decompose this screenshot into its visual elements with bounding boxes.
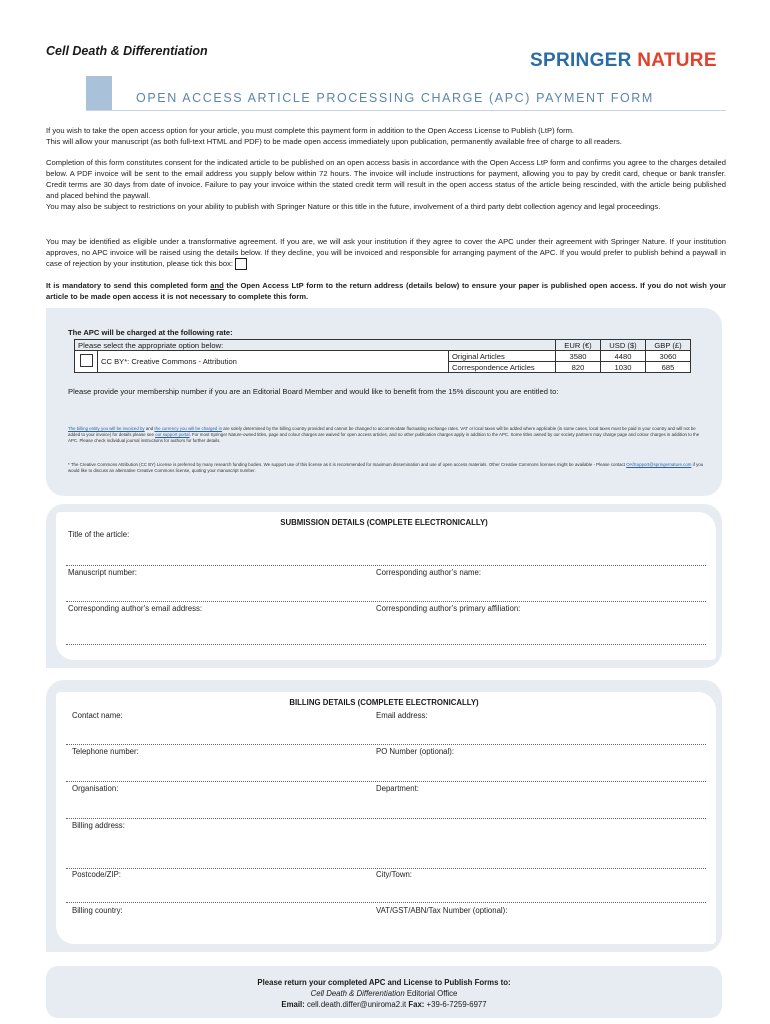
apc-rate-table (74, 339, 691, 373)
intro-line-1: If you wish to take the open access option for your article, you must complete this payment form in addition to the Open Access License to Publish (LtP) form. (46, 126, 575, 135)
billing-entity-link[interactable]: The billing entity you will be invoiced by (68, 426, 145, 431)
oa-support-email-link[interactable]: OAfSupport@springernature.com (626, 462, 692, 467)
price-original-eur: 3580 (556, 351, 601, 362)
author-affiliation-label: Corresponding author’s primary affiliation: (376, 604, 521, 613)
intro-restrictions-text: You may also be subject to restrictions on your ability to publish with Springer Nature or this title in the future, involvement of a third party debt collection agency and legal proceedings. (46, 202, 661, 211)
return-instruction: Please return your completed APC and License to Publish Forms to: (257, 978, 511, 987)
intro-mandatory (46, 280, 726, 302)
mandatory-and: and (210, 281, 224, 290)
divider (66, 868, 706, 869)
license-checkbox-cell (75, 351, 98, 373)
license-name: CC BY*: Creative Commons - Attribution (98, 351, 449, 373)
author-email-label: Corresponding author’s email address: (68, 604, 203, 613)
email-address-label: Email address: (376, 711, 428, 720)
vat-number-label: VAT/GST/ABN/Tax Number (optional): (376, 906, 508, 915)
divider (66, 601, 706, 602)
author-name-label: Corresponding author’s name: (376, 568, 482, 577)
license-checkbox[interactable] (80, 354, 93, 367)
license-fine-print: * The Creative Commons Attribution (CC BY) License is preferred by many research funding bodies. We support use of this license as it is recommended for maximum dissemination and use of open access materials. Other Creative Commons licenses might be available - Please contact OAfSupport@springernature.com if you would like to discuss an alternative Creative Commons license, quoting your manuscript number. (68, 462, 704, 473)
currency-usd: USD ($) (601, 340, 646, 351)
return-address-panel (46, 966, 722, 1018)
return-journal: Cell Death & Differentiation (310, 989, 405, 998)
city-label: City/Town: (376, 870, 412, 879)
manuscript-number-label: Manuscript number: (68, 568, 137, 577)
billing-address-label: Billing address: (72, 821, 125, 830)
intro-consent-text: Completion of this form constitutes consent for the indicated article to be published on an open access basis in accordance with the Open Access LtP form and confirms you agree to the charges detailed below. A PDF invoice will be sent to the email address you supply below within 72 hours. The invoice will include instructions for payment, allowing you to pay by credit card, cheque or bank transfer. Credit terms are 30 days from date of invoice. Failure to pay your invoice within the stated credit term will result in the open access status of the article being rescinded, with the article being published and placed behind the paywall. (46, 158, 726, 200)
submission-inner (56, 512, 716, 660)
return-office: Cell Death & Differentiation Editorial Office (310, 989, 458, 998)
divider (66, 744, 706, 745)
price-original-gbp: 3060 (646, 351, 691, 362)
postcode-label: Postcode/ZIP: (72, 870, 121, 879)
paywall-checkbox[interactable] (235, 258, 247, 270)
apc-rate-title: The APC will be charged at the following rate: (68, 328, 233, 337)
springer-nature-logo (530, 50, 717, 72)
article-type-correspondence: Correspondence Articles (449, 362, 556, 373)
price-original-usd: 4480 (601, 351, 646, 362)
support-portal-link[interactable]: our support portal (155, 432, 190, 437)
transformative-agreement-text: You may be identified as eligible under a transformative agreement. If you are, we will ask your institution if they agree to cover the APC under their agreement with Springer Nature. If your institution approves, no APC invoice will be raised using the details below. If they decline, you will be invoiced and responsible for arranging payment of the APC. If you would prefer to publish behind a paywall in case of rejection by your institution, please tick this box: (46, 237, 726, 268)
article-title-label: Title of the article: (68, 530, 130, 539)
form-title: OPEN ACCESS ARTICLE PROCESSING CHARGE (APC) PAYMENT FORM (136, 91, 654, 105)
logo-nature: NATURE (637, 50, 717, 71)
journal-title: Cell Death & Differentiation (46, 44, 208, 58)
mandatory-text-a: It is mandatory to send this completed form (46, 281, 211, 290)
divider (66, 644, 706, 645)
po-number-label: PO Number (optional): (376, 747, 454, 756)
membership-input[interactable] (68, 401, 708, 415)
organisation-label: Organisation: (72, 784, 119, 793)
currency-link[interactable]: the currency you will be charged in (154, 426, 223, 431)
divider (66, 565, 706, 566)
submission-panel (46, 504, 722, 668)
intro-paragraph-2 (46, 157, 726, 212)
return-address (46, 977, 722, 1010)
article-type-original: Original Articles (449, 351, 556, 362)
currency-gbp: GBP (£) (646, 340, 691, 351)
divider (66, 781, 706, 782)
billing-heading: BILLING DETAILS (COMPLETE ELECTRONICALLY) (289, 698, 479, 707)
price-correspondence-gbp: 685 (646, 362, 691, 373)
divider (66, 818, 706, 819)
intro-line-2: This will allow your manuscript (as both full-text HTML and PDF) to be made open access immediately upon publication, permanently available free of charge to all readers. (46, 137, 622, 146)
article-title-input[interactable] (66, 540, 706, 562)
logo-springer: SPRINGER (530, 50, 632, 71)
return-contact: Email: cell.death.differ@uniroma2.it Fax: +39-6-7259-6977 (281, 1000, 487, 1009)
department-label: Department: (376, 784, 419, 793)
apc-panel (46, 308, 722, 496)
header-tab-decoration (86, 76, 112, 110)
price-correspondence-eur: 820 (556, 362, 601, 373)
intro-paragraph-3 (46, 236, 726, 270)
return-fax: +39-6-7259-6977 (424, 1000, 487, 1009)
intro-paragraph-1 (46, 125, 726, 147)
header-divider (86, 110, 726, 111)
billing-country-label: Billing country: (72, 906, 123, 915)
mandatory-text-b: the Open Access LtP form to the return address (details below) to ensure your paper is published open access. If you do not wish your article to be made open access it is not necessary to complete this form. (46, 281, 726, 301)
billing-fine-print: The billing entity you will be invoiced by and the currency you will be charged in are solely determined by the billing country provided and cannot be changed to accommodate fluctuating exchange rates. VAT or local taxes will be added where applicable (in some cases, local taxes must be paid in your country and will not be added to your invoice) for details please see our support portal. For most Springer Nature-owned titles, page and colour charges are waived for open access articles, and no other publication charges apply in addition to the APC. Some titles owned by our society partners may charge page and colour charges in addition to the APC. Please check individual journal instructions for authors for further details. (68, 426, 700, 443)
currency-eur: EUR (€) (556, 340, 601, 351)
price-correspondence-usd: 1030 (601, 362, 646, 373)
membership-prompt: Please provide your membership number if you are an Editorial Board Member and would like to benefit from the 15% discount you are entitled to: (68, 387, 559, 396)
billing-panel (46, 680, 722, 952)
telephone-label: Telephone number: (72, 747, 139, 756)
select-prompt: Please select the appropriate option below: (75, 340, 556, 351)
contact-name-label: Contact name: (72, 711, 123, 720)
return-email: cell.death.differ@uniroma2.it (304, 1000, 409, 1009)
divider (66, 902, 706, 903)
submission-heading: SUBMISSION DETAILS (COMPLETE ELECTRONICALLY) (280, 518, 488, 527)
